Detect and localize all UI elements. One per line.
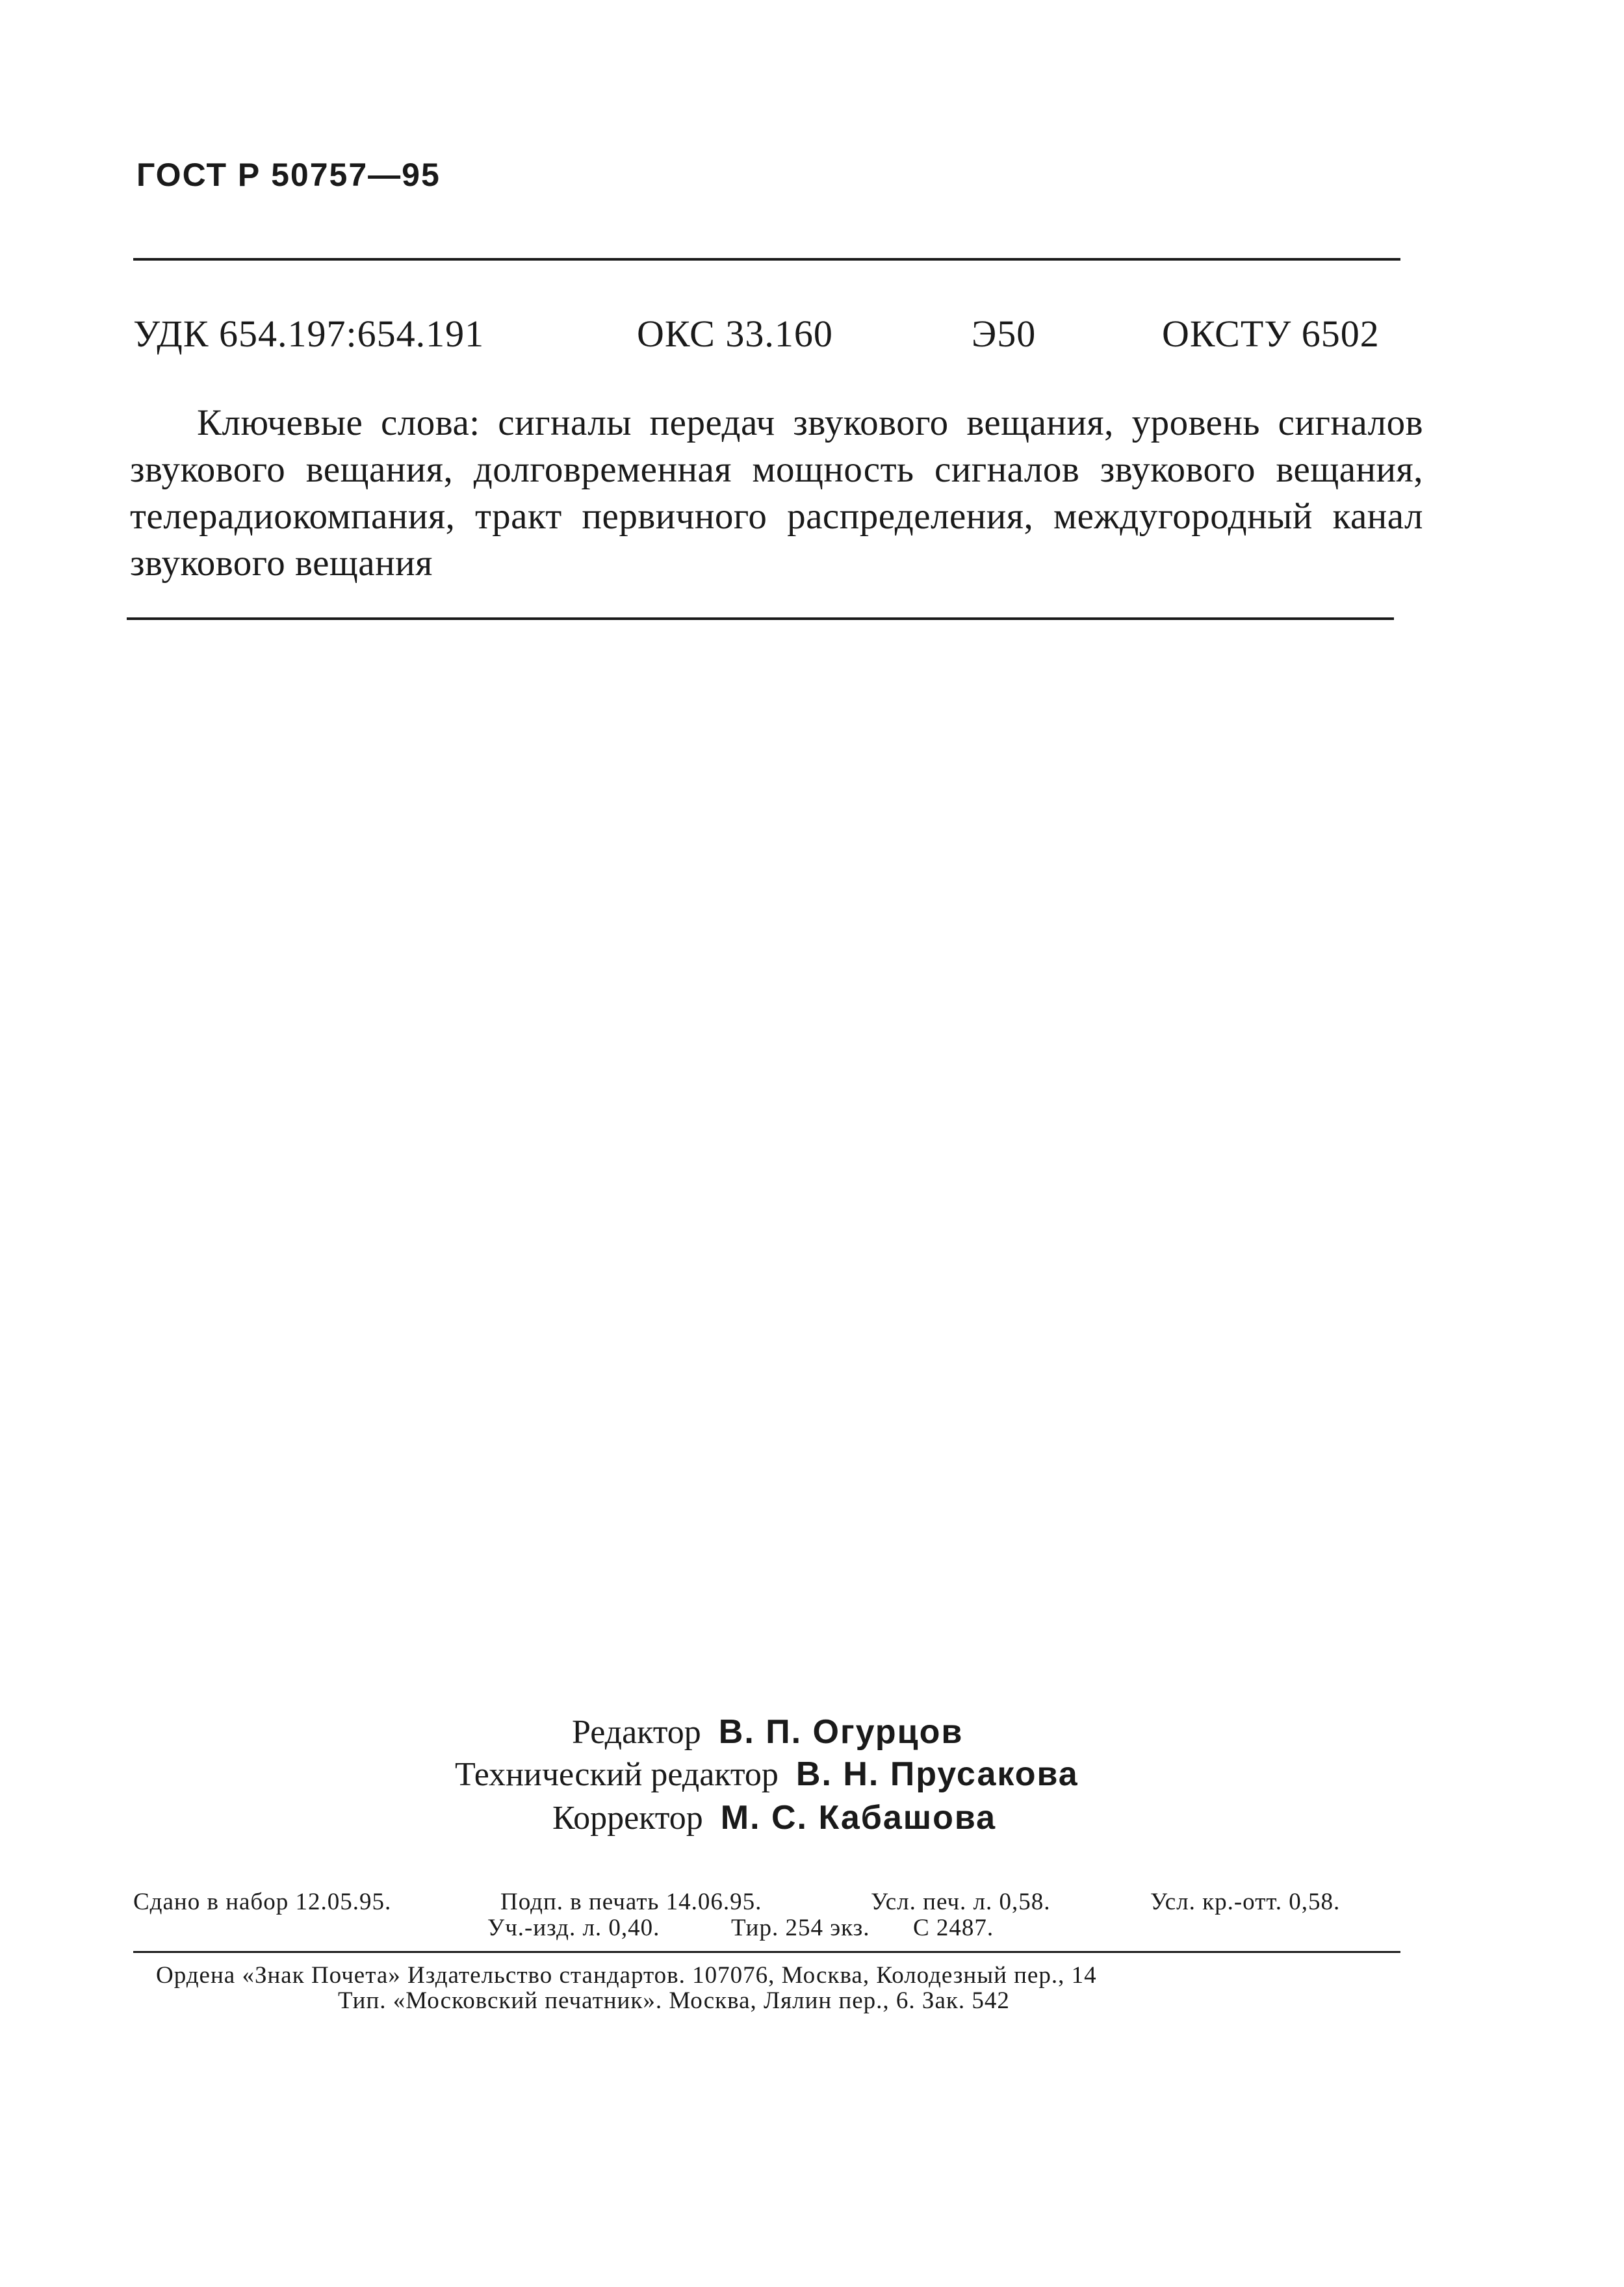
publisher-line-2: Тип. «Московский печатник». Москва, Лялин пер., 6. Зак. 542 [338,1987,1010,2014]
document-code: ГОСТ Р 50757—95 [136,157,441,193]
print-usl-pech: Усл. печ. л. 0,58. [871,1889,1051,1915]
e-code: Э50 [972,313,1037,355]
credit-role: Корректор [552,1800,703,1837]
top-divider [133,258,1400,261]
print-usl-kr-ott: Усл. кр.-отт. 0,58. [1150,1889,1341,1915]
print-submitted: Сдано в набор 12.05.95. [133,1889,392,1915]
credit-name: М. С. Кабашова [720,1799,997,1837]
footer-divider [133,1951,1400,1953]
credit-role: Редактор [572,1714,701,1751]
keywords-paragraph: Ключевые слова: сигналы передач звукового вещания, уровень сигналов звукового вещания, долговременная мощность сигналов звукового вещания, телерадиокомпания, тракт первичного распределения, междугородный канал звукового вещания [130,402,1423,584]
credit-corrector [552,1798,996,1837]
credit-role: Технический редактор [455,1756,779,1793]
print-signed: Подп. в печать 14.06.95. [500,1889,762,1915]
oks-code: ОКС 33.160 [637,313,833,355]
keywords-divider [127,617,1394,620]
okstu-code: ОКСТУ 6502 [1162,313,1380,355]
publisher-line-1: Ордена «Знак Почета» Издательство стандартов. 107076, Москва, Колодезный пер., 14 [156,1962,1097,1989]
print-uch-izd: Уч.-изд. л. 0,40. [487,1915,660,1941]
credit-tech-editor [455,1755,1079,1794]
credit-name: В. Н. Прусакова [795,1755,1079,1793]
credit-editor [572,1712,963,1751]
print-tirazh: Тир. 254 экз. [731,1915,870,1941]
credit-name: В. П. Огурцов [718,1713,964,1751]
print-order-code: С 2487. [913,1915,994,1941]
udk-code: УДК 654.197:654.191 [133,313,485,355]
